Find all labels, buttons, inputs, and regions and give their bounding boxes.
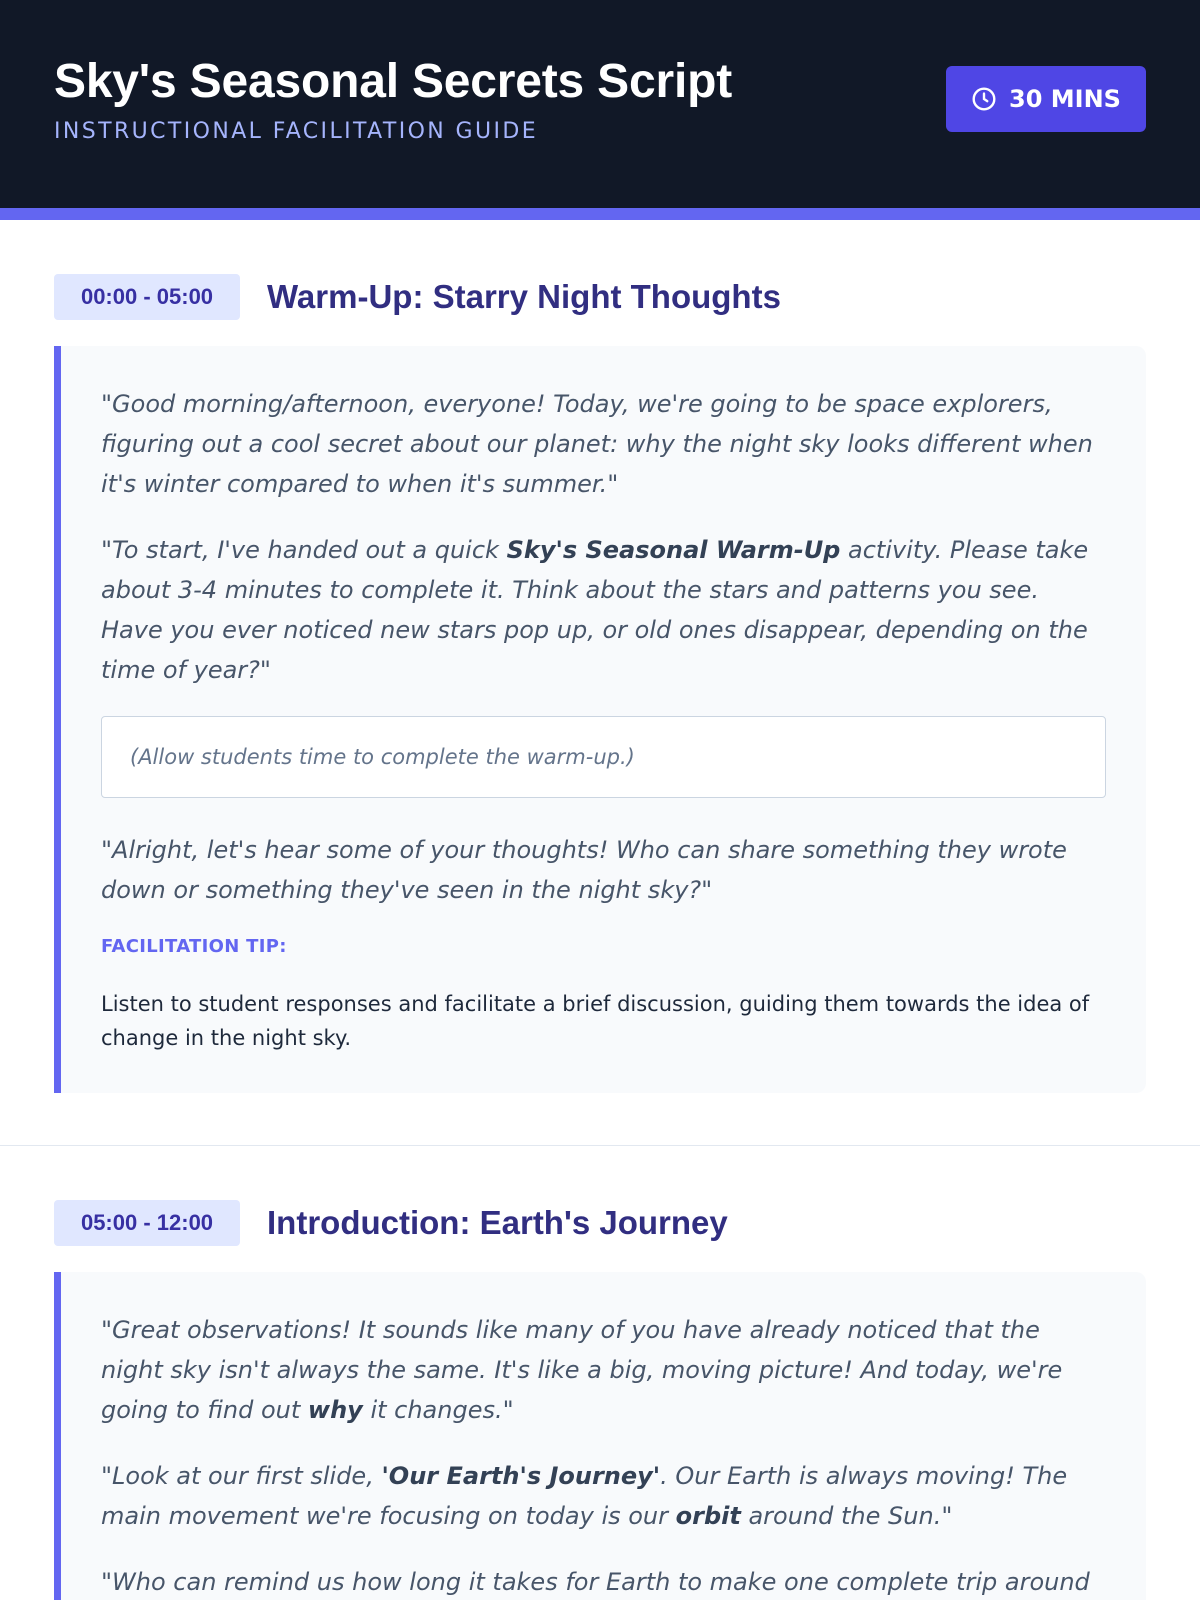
script-paragraph: "Good morning/afternoon, everyone! Today, we're going to be space explorers, figuring out a cool secret about our planet: why the night sky looks different when it's winter compared to when it's summer." [101,390,1093,498]
script-box [54,1272,1146,1600]
page-header [0,0,1200,208]
emphasis-text: why [307,1396,363,1424]
time-badge: 00:00 - 05:00 [54,274,240,320]
section-header [54,274,1146,320]
script-paragraph [101,530,1106,690]
facilitation-tip-text: Listen to student responses and facilitate a brief discussion, guiding them towards the idea of change in the night sky. [101,992,1090,1050]
text-segment: it changes." [362,1396,514,1424]
section-warm-up [0,208,1200,1145]
header-text [54,55,732,144]
text-segment: "Look at our first slide, [101,1462,382,1490]
script-paragraph: "Who can remind us how long it takes for Earth to make one complete trip around [101,1568,1090,1596]
stage-direction-note: (Allow students time to complete the warm-up.) [101,716,1106,798]
emphasis-text: 'Our Earth's Journey' [381,1462,661,1490]
page-subtitle: INSTRUCTIONAL FACILITATION GUIDE [54,119,539,144]
text-segment: "To start, I've handed out a quick [101,536,507,564]
emphasis-text: Sky's Seasonal Warm-Up [506,536,841,564]
section-title: Warm-Up: Starry Night Thoughts [267,278,781,315]
section-title: Introduction: Earth's Journey [267,1204,728,1241]
section-header [54,1200,1146,1246]
emphasis-text: orbit [675,1502,741,1530]
time-badge: 05:00 - 12:00 [54,1200,240,1246]
duration-badge [946,66,1146,132]
script-paragraph: "Alright, let's hear some of your thoughts! Who can share something they wrote down or something they've seen in the night sky?" [101,836,1067,904]
text-segment: . Our Earth is always moving! The main movement we're focusing on today is our [101,1462,1068,1530]
text-segment: "Great observations! It sounds like many of you have already noticed that the night sky isn't always the same. It's like a big, moving picture! And today, we're going to find out [101,1316,1063,1424]
facilitation-tip-label: FACILITATION TIP: [101,936,287,957]
script-paragraph [101,1310,1106,1430]
text-segment: around the Sun." [740,1502,953,1530]
script-paragraph [101,1456,1106,1536]
duration-label: 30 MINS [1009,85,1121,113]
page-title: Sky's Seasonal Secrets Script [54,55,732,108]
text-segment: activity. Please take about 3-4 minutes to complete it. Think about the stars and patterns you see. Have you ever noticed new stars pop up, or old ones disappear, depending on the time of year?" [101,536,1089,684]
clock-icon [971,86,997,112]
header-accent-bar [0,208,1200,220]
section-introduction [0,1146,1200,1600]
script-box [54,346,1146,1093]
